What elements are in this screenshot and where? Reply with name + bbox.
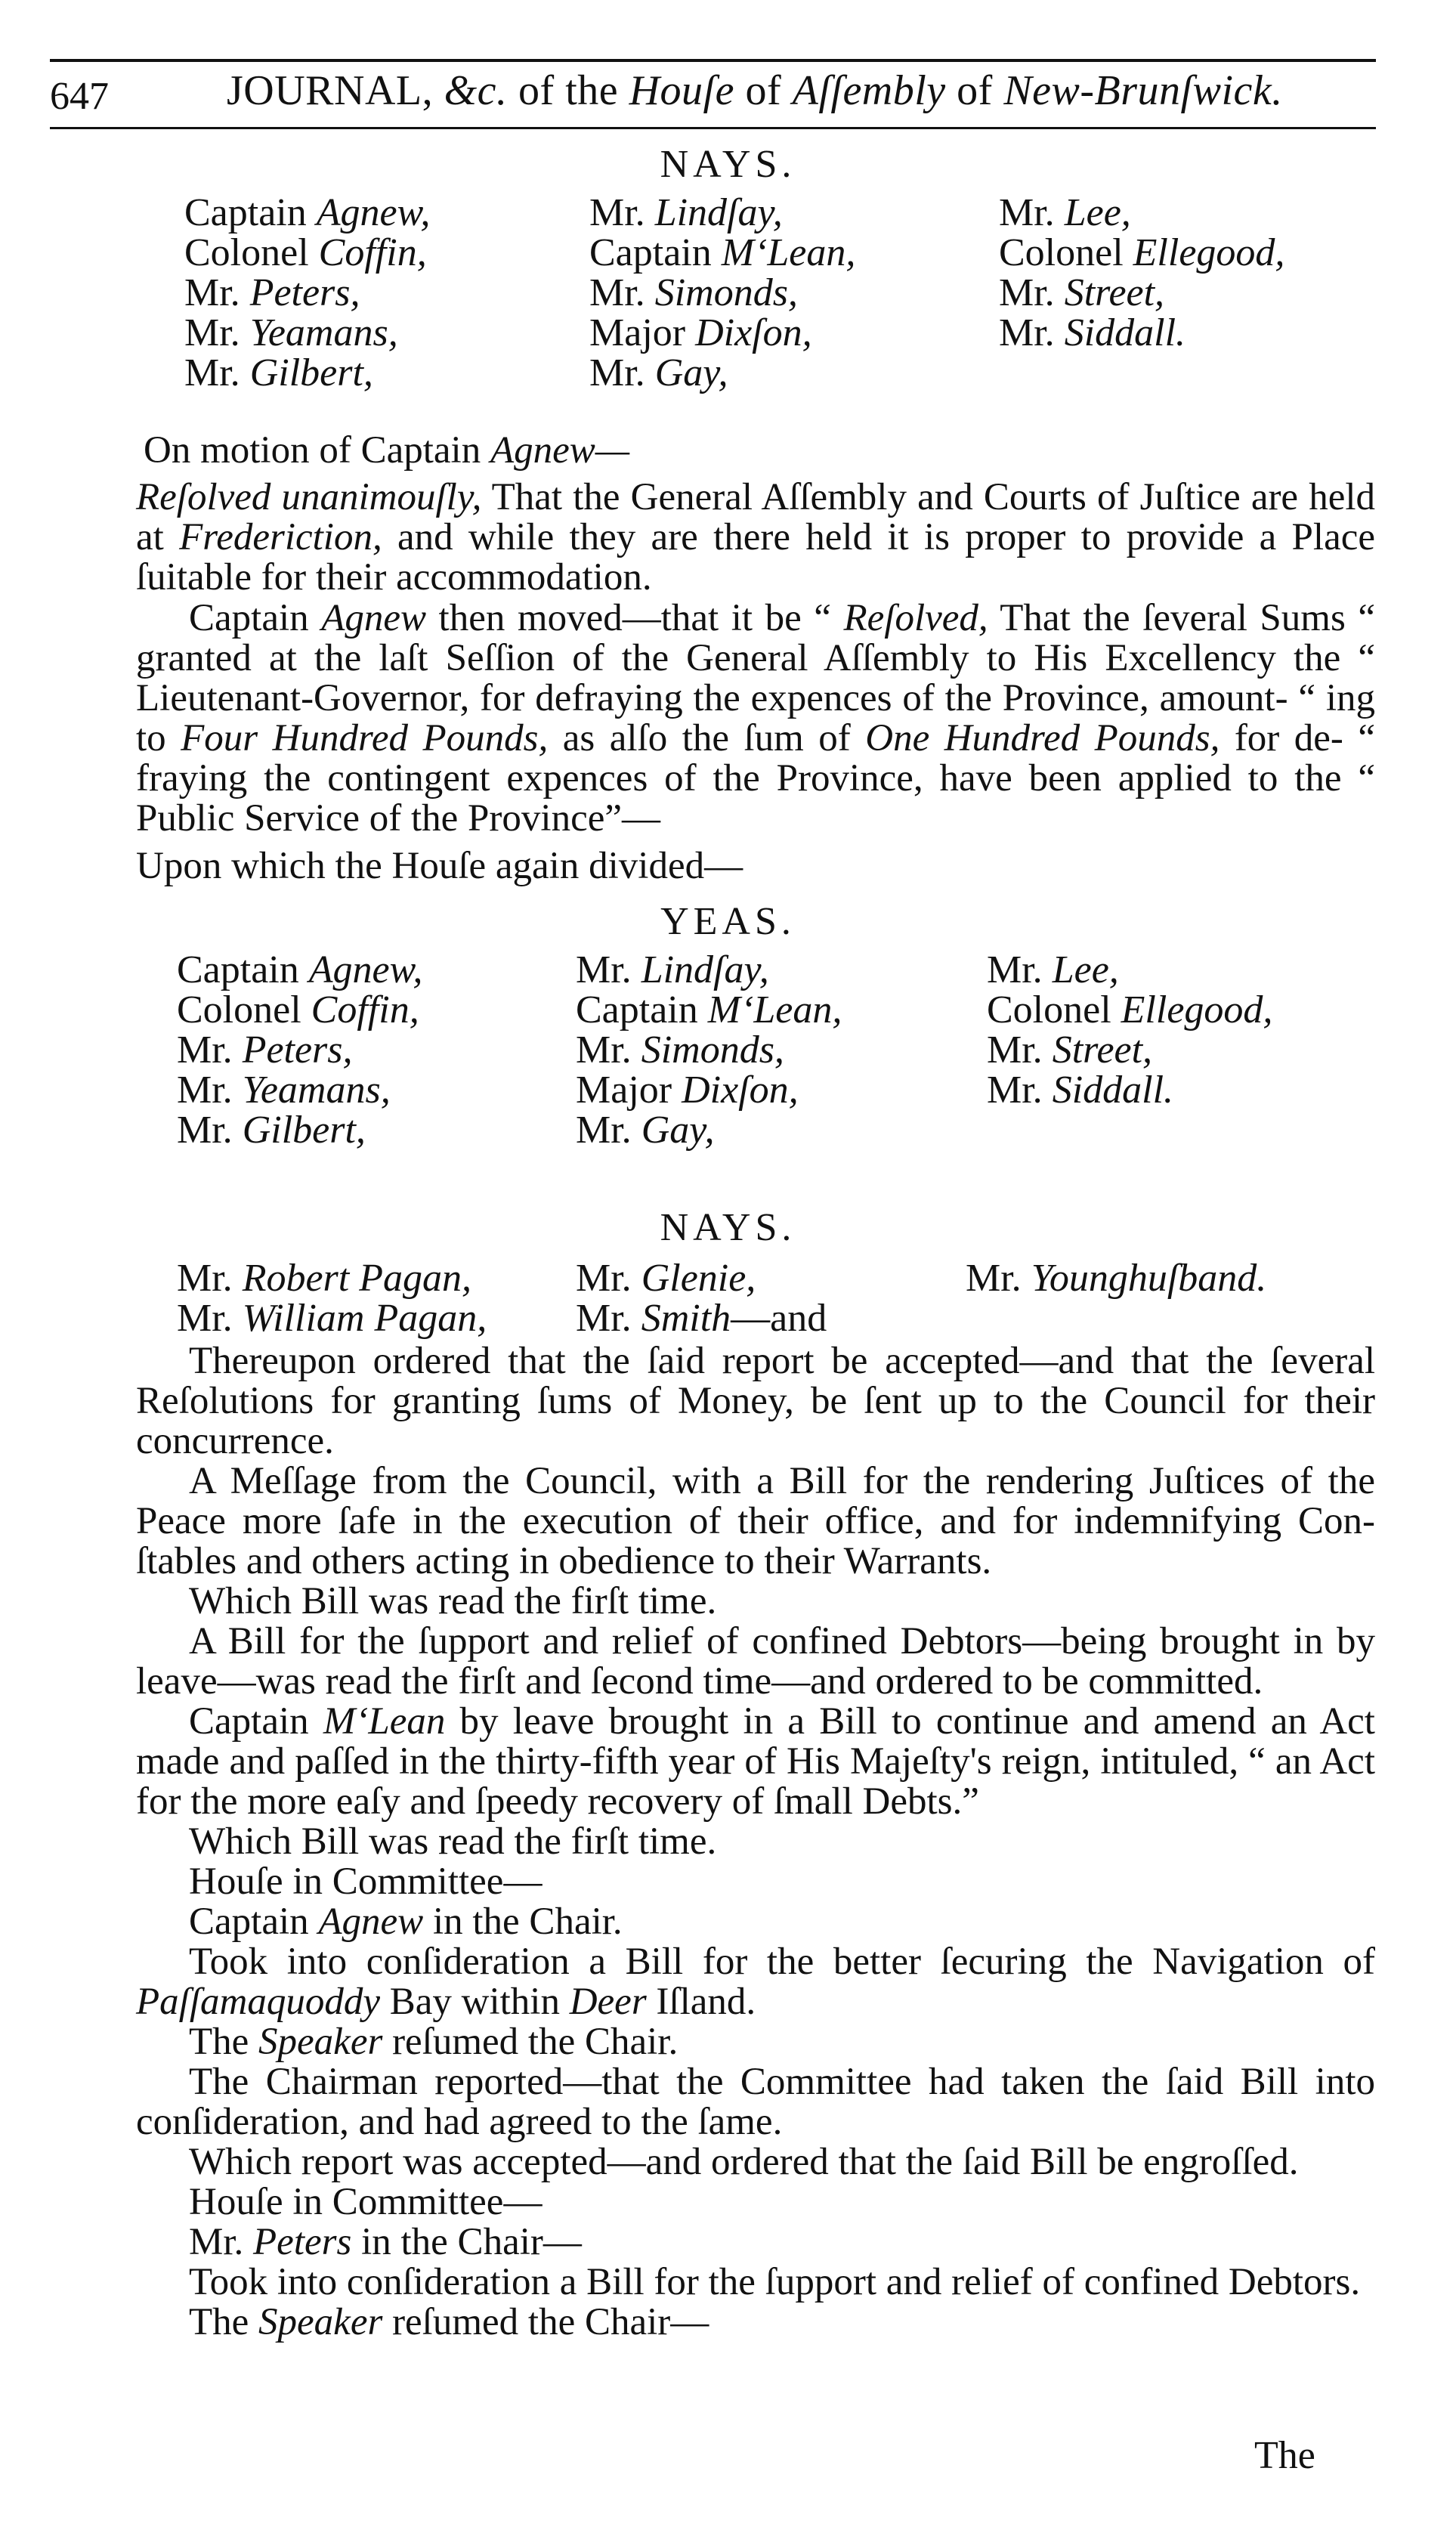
vote-entry: Mr. Simonds, bbox=[576, 1028, 784, 1072]
title-province: New-Brunſwick. bbox=[1003, 67, 1283, 114]
paragraph: Captain Agnew in the Chair. bbox=[189, 1901, 623, 1943]
vote-entry: Mr. Younghuſband. bbox=[966, 1257, 1267, 1300]
vote-entry: Major Dixſon, bbox=[589, 311, 812, 354]
yeas-column-2 bbox=[576, 950, 842, 1150]
vote-entry: Captain Agnew, bbox=[184, 191, 431, 234]
nays-column-2 bbox=[589, 193, 855, 393]
paragraph: A Meſſage from the Council, with a Bill for the rendering Juſtices of the Peace more ſafe in the execution of their office, and for indemnifying Con- ſtables and others acting in obedience to their Warrants. bbox=[136, 1460, 1375, 1582]
proceedings-body bbox=[136, 1341, 1375, 2343]
nays2-column-2 bbox=[576, 1258, 827, 1338]
nays-heading-second: NAYS. bbox=[660, 1206, 796, 1249]
title-mid: of bbox=[734, 67, 793, 114]
motion-line: On motion of Captain Agnew— bbox=[144, 429, 630, 472]
vote-entry: Mr. Gay, bbox=[589, 351, 728, 394]
nays-column-1 bbox=[184, 193, 430, 393]
header-bottom-rule bbox=[50, 127, 1376, 129]
paragraph: Houſe in Committee— bbox=[189, 2181, 543, 2223]
title-mid: of the bbox=[507, 67, 629, 114]
yeas-column-3 bbox=[987, 950, 1272, 1110]
paragraph: Which Bill was read the firſt time. bbox=[189, 1580, 717, 1622]
vote-entry: Colonel Coffin, bbox=[184, 231, 427, 274]
paragraph: Took into conſideration a Bill for the better ſecuring the Navigation of Paſſamaquoddy Bay within Deer Iſland. bbox=[136, 1941, 1375, 2023]
vote-entry: Mr. Lindſay, bbox=[589, 191, 783, 234]
paragraph: Houſe in Committee— bbox=[189, 1860, 543, 1903]
vote-entry: Captain M‘Lean, bbox=[589, 231, 856, 274]
vote-entry: Mr. Yeamans, bbox=[177, 1069, 391, 1112]
vote-entry: Mr. Yeamans, bbox=[184, 311, 398, 354]
vote-entry: Mr. Lindſay, bbox=[576, 948, 769, 991]
title-assembly: Aſſembly bbox=[792, 67, 946, 114]
vote-entry: Mr. Simonds, bbox=[589, 271, 798, 314]
vote-entry: Mr. Gay, bbox=[576, 1109, 715, 1152]
vote-entry: Major Dixſon, bbox=[576, 1069, 799, 1112]
header-top-rule bbox=[50, 59, 1376, 62]
nays2-column-3 bbox=[966, 1258, 1266, 1298]
yeas-heading: YEAS. bbox=[660, 900, 796, 943]
vote-entry: Captain Agnew, bbox=[177, 948, 423, 991]
nays-column-3 bbox=[999, 193, 1284, 353]
running-title bbox=[227, 66, 1283, 115]
title-mid: of bbox=[945, 67, 1004, 114]
division-line: Upon which the Houſe again divided— bbox=[136, 845, 743, 887]
yeas-column-1 bbox=[177, 950, 422, 1150]
paragraph: The Speaker reſumed the Chair. bbox=[189, 2021, 679, 2063]
vote-entry: Colonel Ellegood, bbox=[987, 988, 1273, 1031]
paragraph: A Bill for the ſupport and relief of confined Debtors—being brought in by leave—was read the firſt and ſecond time—and ordered to be committed. bbox=[136, 1620, 1375, 1703]
page-number: 647 bbox=[50, 75, 109, 118]
paragraph: Which Bill was read the firſt time. bbox=[189, 1820, 717, 1863]
resolution-paragraph: Reſolved unanimouſly, That the General Aſſembly and Courts of Juſtice are held at Frederiction, and while they are there held it is proper to provide a Place ſuitable for their accommodation. bbox=[136, 476, 1376, 598]
vote-entry: Mr. Smith—and bbox=[576, 1297, 827, 1340]
catchword: The bbox=[1254, 2434, 1315, 2477]
vote-entry: Colonel Ellegood, bbox=[999, 231, 1285, 274]
vote-entry: Mr. Siddall. bbox=[987, 1069, 1174, 1112]
paragraph: The Speaker reſumed the Chair— bbox=[189, 2301, 709, 2343]
nays-heading: NAYS. bbox=[660, 143, 796, 186]
vote-entry: Mr. Street, bbox=[999, 271, 1165, 314]
vote-entry: Mr. Siddall. bbox=[999, 311, 1186, 354]
vote-entry: Mr. Gilbert, bbox=[177, 1109, 366, 1152]
paragraph: Took into conſideration a Bill for the ſupport and relief of confined Debtors. bbox=[189, 2261, 1361, 2303]
title-house: Houſe bbox=[629, 67, 734, 114]
vote-entry: Mr. Peters, bbox=[184, 271, 360, 314]
paragraph: Mr. Peters in the Chair— bbox=[189, 2221, 582, 2263]
paragraph: Which report was accepted—and ordered that the ſaid Bill be engroſſed. bbox=[189, 2141, 1299, 2183]
vote-entry: Mr. Lee, bbox=[987, 948, 1119, 991]
vote-entry: Mr. Peters, bbox=[177, 1028, 353, 1072]
vote-entry: Mr. Robert Pagan, bbox=[177, 1257, 471, 1300]
paragraph: Thereupon ordered that the ſaid report be accepted—and that the ſeveral Reſolutions for granting ſums of Money, be ſent up to the Council for their concurrence. bbox=[136, 1340, 1375, 1462]
title-etc: &c. bbox=[444, 67, 508, 114]
paragraph: The Chairman reported—that the Committee had taken the ſaid Bill into conſideration, and had agreed to the ſame. bbox=[136, 2061, 1375, 2143]
motion-paragraph: Captain Agnew then moved—that it be “ Reſolved, That the ſeveral Sums “ granted at the laſt Seſſion of the General Aſſembly to His Excellency the “ Lieutenant-Governor, for defraying the expences of the Province, amount- “ ing to Four Hundred Pounds, as alſo the ſum of One Hundred Pounds, for de- “ fraying the contingent expences of the Province, have been applied to the “ Public Service of the Province”— bbox=[136, 597, 1375, 840]
vote-entry: Captain M‘Lean, bbox=[576, 988, 842, 1031]
vote-entry: Mr. William Pagan, bbox=[177, 1297, 487, 1340]
vote-entry: Mr. Gilbert, bbox=[184, 351, 373, 394]
paragraph: Captain M‘Lean by leave brought in a Bill to continue and amend an Act made and paſſed in the thirty-fifth year of His Majeſty's reign, intituled, “ an Act for the more eaſy and ſpeedy recovery of ſmall Debts.” bbox=[136, 1700, 1375, 1823]
vote-entry: Mr. Street, bbox=[987, 1028, 1153, 1072]
vote-entry: Colonel Coffin, bbox=[177, 988, 419, 1031]
vote-entry: Mr. Lee, bbox=[999, 191, 1131, 234]
title-prefix: JOURNAL, bbox=[227, 67, 444, 114]
vote-entry: Mr. Glenie, bbox=[576, 1257, 756, 1300]
nays2-column-1 bbox=[177, 1258, 487, 1338]
motion-block bbox=[136, 431, 1375, 471]
